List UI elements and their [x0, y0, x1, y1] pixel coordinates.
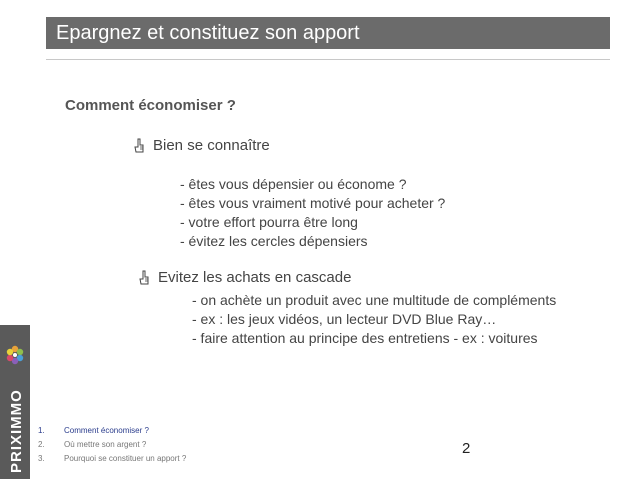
list-item: - votre effort pourra être long	[180, 214, 358, 230]
pointing-hand-icon	[133, 138, 145, 154]
list-item: - êtes vous dépensier ou économe ?	[180, 176, 407, 192]
bullet-evitez-achats	[138, 269, 351, 286]
bullet-label: Evitez les achats en cascade	[158, 269, 352, 286]
bullet-1-items	[180, 175, 445, 251]
bullet-2-items	[192, 291, 556, 348]
page-number: 2	[462, 440, 471, 457]
list-item: - faire attention au principe des entretiens - ex : voitures	[192, 330, 538, 346]
priximmo-logo	[0, 325, 30, 479]
nav-item-3[interactable]: 3. Pourquoi se constituer un apport ?	[38, 454, 187, 463]
bullet-bien-se-connaitre	[133, 137, 270, 154]
list-item: - évitez les cercles dépensiers	[180, 233, 368, 249]
brand-name: PRIXIMMO	[8, 389, 25, 473]
list-item: - on achète un produit avec une multitude de compléments	[192, 292, 557, 308]
title-divider	[46, 59, 610, 60]
pointing-hand-icon	[138, 270, 150, 286]
nav-item-1[interactable]: 1. Comment économiser ?	[38, 426, 149, 435]
slide-title: Epargnez et constituez son apport	[46, 17, 610, 49]
list-item: - ex : les jeux vidéos, un lecteur DVD Blue Ray…	[192, 311, 497, 327]
section-heading: Comment économiser ?	[65, 97, 236, 114]
bullet-label: Bien se connaître	[153, 137, 270, 154]
section-nav	[38, 424, 186, 466]
list-item: - êtes vous vraiment motivé pour acheter ?	[180, 195, 446, 211]
nav-item-2[interactable]: 2. Où mettre son argent ?	[38, 440, 147, 449]
